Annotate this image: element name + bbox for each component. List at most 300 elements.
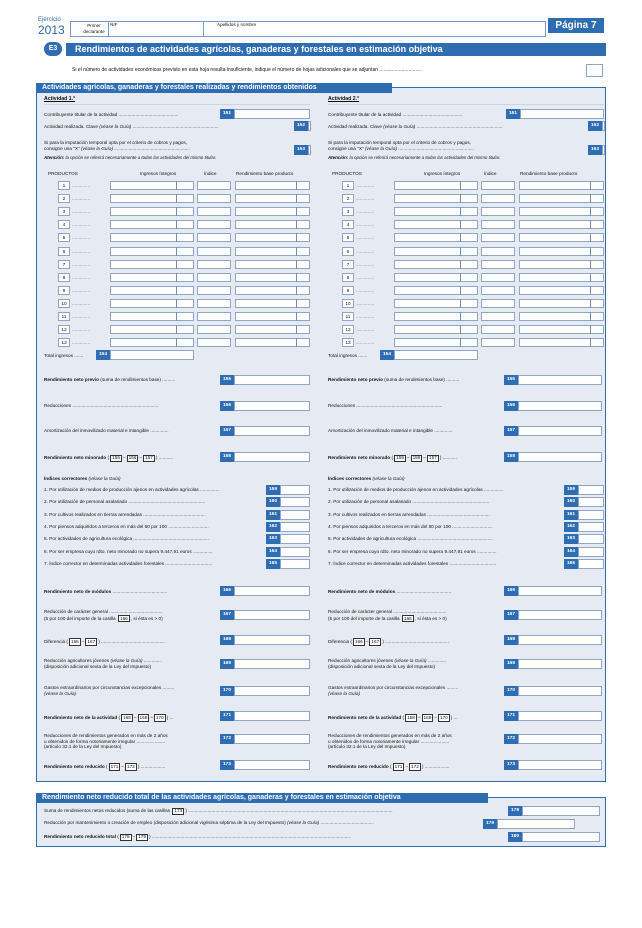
ingresos-separator xyxy=(460,273,461,282)
ingresos-field[interactable] xyxy=(110,273,194,282)
ingresos-field[interactable] xyxy=(394,260,478,269)
ingresos-field[interactable] xyxy=(394,299,478,308)
box-154: 154 xyxy=(96,350,110,360)
ingresos-separator xyxy=(176,181,177,190)
contribuyente-label: Contribuyente titular de la actividad .............................................. xyxy=(328,112,463,117)
indice-field[interactable] xyxy=(197,247,231,256)
indice-corrector-label: 3. Por cultivos realizados en tierras arrendadas ................................................ xyxy=(328,511,490,517)
product-name-dots: .............. xyxy=(72,248,91,254)
indice-field[interactable] xyxy=(481,273,515,282)
rn-previo-label: Rendimiento neto previo (suma de rendimientos base) .......... xyxy=(44,377,176,382)
box-178: 178 xyxy=(508,806,522,816)
indice-corrector-field[interactable] xyxy=(280,497,310,507)
indice-field[interactable] xyxy=(197,273,231,282)
rend-base-field[interactable] xyxy=(519,247,604,256)
ingresos-field[interactable] xyxy=(394,247,478,256)
indice-corrector-field[interactable] xyxy=(578,522,604,532)
indice-field[interactable] xyxy=(481,181,515,190)
apellidos-label: Apellidos y nombre xyxy=(217,22,257,27)
rend-base-field[interactable] xyxy=(519,338,604,347)
red-jovenes-label: Reducción agricultores jóvenes (véase la Guía) .............. (disposición adicional sexta de la Ley del Impuesto) xyxy=(44,658,163,669)
product-row-number: 9 xyxy=(58,286,70,295)
imputacion-label-2: consigne una "X" (véase la Guía) .......................................................... xyxy=(44,146,190,151)
rn-modulos-field[interactable] xyxy=(234,586,310,596)
ingresos-separator xyxy=(460,299,461,308)
indice-field[interactable] xyxy=(481,338,515,347)
product-name-dots: .............. xyxy=(356,235,375,241)
box-169: 169 xyxy=(504,659,518,669)
activity-column-1 xyxy=(44,0,310,780)
rend-separator xyxy=(296,220,297,229)
indice-corrector-label: 4. Por piensos adquiridos a terceros en más del 50 por 100 ............................... xyxy=(44,523,209,529)
product-row-number: 11 xyxy=(342,312,354,321)
indice-corrector-field[interactable] xyxy=(578,510,604,520)
imputacion-label-2: consigne una "X" (véase la Guía) .......................................................... xyxy=(328,146,474,151)
rend-base-header: Rendimiento base producto xyxy=(236,171,294,176)
rend-separator xyxy=(590,260,591,269)
ingresos-field[interactable] xyxy=(110,312,194,321)
reducciones-field[interactable] xyxy=(518,401,602,411)
rend-base-field[interactable] xyxy=(235,338,310,347)
rn-actividad-label: Rendimiento neto de la actividad ( 168 – 169 – 170 ) ... xyxy=(328,715,458,720)
product-row-number: 2 xyxy=(342,194,354,203)
product-row-number: 9 xyxy=(342,286,354,295)
productos-header: PRODUCTOS xyxy=(332,171,362,176)
indice-field[interactable] xyxy=(481,247,515,256)
diferencia-label: Diferencia ( 166 – 167 ) ................................................. xyxy=(44,639,165,644)
product-name-dots: .............. xyxy=(72,183,91,188)
diferencia-field[interactable] xyxy=(518,635,602,645)
indice-field[interactable] xyxy=(197,299,231,308)
rn-minorado-label: Rendimiento neto minorado ( 155 – 156 – 157 ) ........... xyxy=(328,455,458,460)
rend-base-field[interactable] xyxy=(235,233,310,242)
section-code-badge: E3 xyxy=(44,42,62,56)
product-row-number: 8 xyxy=(342,273,354,282)
red-irregular-label: Reducciones de rendimientos generados en más de 2 años u obtenidos de forma notoriamente irregular ...................... (artículo 32.1 de la Ley del Impuesto) xyxy=(328,733,452,750)
indice-field[interactable] xyxy=(481,299,515,308)
rend-base-field[interactable] xyxy=(235,207,310,216)
rn-actividad-field[interactable] xyxy=(518,711,602,721)
product-row-number: 4 xyxy=(58,220,70,229)
indice-field[interactable] xyxy=(197,312,231,321)
ingresos-field[interactable] xyxy=(110,181,194,190)
total-ingresos-label: Total ingresos ....... xyxy=(328,353,368,358)
box-179: 179 xyxy=(483,819,497,829)
indice-field[interactable] xyxy=(481,325,515,334)
indice-field[interactable] xyxy=(197,286,231,295)
box-160: 160 xyxy=(564,497,578,507)
primer-declarante-label: Primer declarante xyxy=(83,23,105,34)
ingresos-field[interactable] xyxy=(110,260,194,269)
product-row-number: 12 xyxy=(58,325,70,334)
box-155: 155 xyxy=(220,375,234,385)
box-166: 166 xyxy=(504,586,518,596)
box-159: 159 xyxy=(266,485,280,495)
rend-base-field[interactable] xyxy=(235,286,310,295)
rend-separator xyxy=(590,220,591,229)
rn-previo-field[interactable] xyxy=(518,375,602,385)
rn-actividad-label: Rendimiento neto de la actividad ( 168 – 169 – 170 ) ... xyxy=(44,715,174,720)
rn-reducido-field[interactable] xyxy=(518,760,602,770)
rend-base-field[interactable] xyxy=(519,181,604,190)
indice-corrector-field[interactable] xyxy=(280,485,310,495)
box-164: 164 xyxy=(266,547,280,557)
imputacion-checkbox[interactable] xyxy=(308,145,311,155)
product-name-dots: .............. xyxy=(72,327,91,333)
product-row-number: 6 xyxy=(58,247,70,256)
ingresos-field[interactable] xyxy=(110,325,194,334)
ingresos-separator xyxy=(176,273,177,282)
box-163: 163 xyxy=(266,534,280,544)
indice-field[interactable] xyxy=(481,286,515,295)
box-180: 180 xyxy=(508,832,522,842)
product-row-number: 7 xyxy=(58,260,70,269)
box-167: 167 xyxy=(504,610,518,620)
indices-title: Índices correctores (véase la Guía) xyxy=(328,476,405,481)
indice-corrector-label: 7. Índice corrector en determinadas actividades forestales .................................... xyxy=(44,560,213,566)
box-166: 166 xyxy=(220,586,234,596)
ingresos-field[interactable] xyxy=(394,273,478,282)
ingresos-field[interactable] xyxy=(110,338,194,347)
indice-corrector-field[interactable] xyxy=(578,485,604,495)
box-159: 159 xyxy=(564,485,578,495)
rend-base-field[interactable] xyxy=(519,286,604,295)
rn-reducido-field[interactable] xyxy=(234,760,310,770)
product-row-number: 3 xyxy=(58,207,70,216)
ingresos-separator xyxy=(460,194,461,203)
total-reduccion-label: Reducción por mantenimiento o creación de empleo (disposición adicional vigésima séptima de la Ley del Impuesto) (véase la Guía) ......................................... xyxy=(44,820,374,825)
total-panel-header: Rendimiento neto reducido total de las actividades agrícolas, ganaderas y forestales en estimación objetiva xyxy=(36,793,488,803)
product-name-dots: .............. xyxy=(72,300,91,306)
product-row-number: 5 xyxy=(342,233,354,242)
box-171: 171 xyxy=(220,711,234,721)
rend-separator xyxy=(296,273,297,282)
ingresos-separator xyxy=(460,286,461,295)
indice-header: Índice xyxy=(484,171,497,176)
box-153: 153 xyxy=(588,145,602,155)
box-160: 160 xyxy=(266,497,280,507)
amortizacion-field[interactable] xyxy=(234,426,310,436)
ingresos-separator xyxy=(460,338,461,347)
rend-base-field[interactable] xyxy=(235,299,310,308)
contribuyente-field[interactable] xyxy=(520,109,604,119)
ingresos-field[interactable] xyxy=(110,207,194,216)
red-irregular-field[interactable] xyxy=(518,734,602,744)
indice-field[interactable] xyxy=(197,260,231,269)
ingresos-field[interactable] xyxy=(394,207,478,216)
rend-base-field[interactable] xyxy=(519,299,604,308)
indice-field[interactable] xyxy=(197,233,231,242)
rend-base-field[interactable] xyxy=(235,260,310,269)
ingresos-field[interactable] xyxy=(110,299,194,308)
reducciones-field[interactable] xyxy=(234,401,310,411)
ingresos-field[interactable] xyxy=(394,220,478,229)
product-name-dots: .............. xyxy=(72,314,91,319)
amortizacion-label: Amortización del inmovilizado material e intangible .............. xyxy=(44,428,169,433)
box-161: 161 xyxy=(564,510,578,520)
box-179-field[interactable] xyxy=(497,819,575,829)
box-169: 169 xyxy=(220,659,234,669)
product-row-number: 4 xyxy=(342,220,354,229)
indice-corrector-label: 1. Por utilización de medios de producción ajenos en actividades agrícolas ............... xyxy=(44,487,220,492)
actividad-clave-field[interactable] xyxy=(602,121,605,131)
indice-corrector-field[interactable] xyxy=(280,534,310,544)
activity-title-underline-field xyxy=(328,104,604,105)
rend-base-field[interactable] xyxy=(235,325,310,334)
total-final-label: Rendimiento neto reducido total ( 178 – 179 ) ......................................................................................................................................................... xyxy=(44,834,352,839)
ingresos-separator xyxy=(176,194,177,203)
ingresos-field[interactable] xyxy=(394,312,478,321)
product-name-dots: .............. xyxy=(356,300,375,306)
rend-base-field[interactable] xyxy=(519,207,604,216)
indice-corrector-field[interactable] xyxy=(280,522,310,532)
box-162: 162 xyxy=(564,522,578,532)
ingresos-field[interactable] xyxy=(110,220,194,229)
activities-panel-header: Actividades agrícolas, ganaderas y forestales realizadas y rendimientos obtenidos xyxy=(36,83,392,93)
product-name-dots: .............. xyxy=(72,196,91,202)
ingresos-separator xyxy=(460,325,461,334)
rend-base-field[interactable] xyxy=(235,181,310,190)
box-164: 164 xyxy=(564,547,578,557)
rend-base-field[interactable] xyxy=(519,220,604,229)
ingresos-field[interactable] xyxy=(110,286,194,295)
box-168: 168 xyxy=(504,635,518,645)
box-180-field[interactable] xyxy=(522,832,600,842)
indice-corrector-field[interactable] xyxy=(578,534,604,544)
ingresos-field[interactable] xyxy=(394,325,478,334)
product-row-number: 10 xyxy=(342,299,354,308)
indice-field[interactable] xyxy=(197,325,231,334)
red-jovenes-field[interactable] xyxy=(234,659,310,669)
ingresos-field[interactable] xyxy=(394,338,478,347)
box-161: 161 xyxy=(266,510,280,520)
indice-corrector-field[interactable] xyxy=(578,497,604,507)
box-163: 163 xyxy=(564,534,578,544)
ejercicio-year: 2013 xyxy=(38,23,65,37)
ingresos-separator xyxy=(460,233,461,242)
ingresos-field[interactable] xyxy=(394,194,478,203)
rend-separator xyxy=(296,299,297,308)
rn-modulos-label: Rendimiento neto de módulos .......................................... xyxy=(328,589,452,594)
rend-base-field[interactable] xyxy=(519,194,604,203)
rend-separator xyxy=(590,207,591,216)
box-178-field[interactable] xyxy=(522,806,600,816)
product-name-dots: .............. xyxy=(356,274,375,280)
rn-previo-field[interactable] xyxy=(234,375,310,385)
box-170: 170 xyxy=(220,686,234,696)
rend-base-field[interactable] xyxy=(235,273,310,282)
product-name-dots: .............. xyxy=(356,340,375,346)
indice-corrector-label: 3. Por cultivos realizados en tierras arrendadas ................................................ xyxy=(44,511,206,517)
ingresos-field[interactable] xyxy=(110,194,194,203)
rend-separator xyxy=(590,273,591,282)
rend-separator xyxy=(296,286,297,295)
indice-field[interactable] xyxy=(197,220,231,229)
rend-base-field[interactable] xyxy=(235,220,310,229)
rend-separator xyxy=(296,194,297,203)
rend-separator xyxy=(590,247,591,256)
rend-separator xyxy=(296,325,297,334)
product-name-dots: .............. xyxy=(356,314,375,319)
box-173: 173 xyxy=(220,760,234,770)
rend-base-field[interactable] xyxy=(519,233,604,242)
indice-field[interactable] xyxy=(197,181,231,190)
product-name-dots: .............. xyxy=(72,222,91,228)
product-row-number: 5 xyxy=(58,233,70,242)
indice-corrector-field[interactable] xyxy=(280,547,310,557)
ingresos-separator xyxy=(176,286,177,295)
total-ingresos-field[interactable] xyxy=(110,350,194,360)
product-row-number: 1 xyxy=(58,181,70,190)
product-row-number: 10 xyxy=(58,299,70,308)
indice-field[interactable] xyxy=(481,260,515,269)
rend-base-field[interactable] xyxy=(519,273,604,282)
ingresos-separator xyxy=(176,260,177,269)
activity-title-underline-field xyxy=(44,104,310,105)
diferencia-field[interactable] xyxy=(234,635,310,645)
indices-title: Índices correctores (véase la Guía) xyxy=(44,476,121,481)
activity-column-2 xyxy=(328,0,604,780)
indice-field[interactable] xyxy=(197,207,231,216)
indice-corrector-label: 2. Por utilización de personal asalariado ........................................................... xyxy=(328,499,490,505)
box-168: 168 xyxy=(220,635,234,645)
box-170: 170 xyxy=(504,686,518,696)
diferencia-label: Diferencia ( 166 – 167 ) ................................................. xyxy=(328,639,449,644)
product-name-dots: .............. xyxy=(72,274,91,280)
ingresos-separator xyxy=(176,207,177,216)
rend-base-field[interactable] xyxy=(235,312,310,321)
gastos-extra-field[interactable] xyxy=(518,686,602,696)
red-general-label: Reducción de carácter general ......................................... (5 por 100 del importe de la casilla 166 , si ésta es > 0) xyxy=(328,609,447,621)
rend-base-field[interactable] xyxy=(519,260,604,269)
indice-corrector-label: 1. Por utilización de medios de producción ajenos en actividades agrícolas ............... xyxy=(328,487,504,492)
rend-base-field[interactable] xyxy=(519,325,604,334)
indice-corrector-field[interactable] xyxy=(280,559,310,569)
rend-separator xyxy=(590,233,591,242)
red-general-field[interactable] xyxy=(518,610,602,620)
total-ingresos-field[interactable] xyxy=(394,350,478,360)
box-171: 171 xyxy=(504,711,518,721)
indice-corrector-label: 4. Por piensos adquiridos a terceros en más del 50 por 100 ............................... xyxy=(328,523,493,529)
red-jovenes-field[interactable] xyxy=(518,659,602,669)
product-row-number: 13 xyxy=(58,338,70,347)
product-name-dots: .............. xyxy=(356,287,375,293)
product-name-dots: .............. xyxy=(72,287,91,293)
imputacion-label-1: Si para la imputación temporal opta por el criterio de cobros y pagos, xyxy=(328,140,472,145)
product-name-dots: .............. xyxy=(356,222,375,228)
rend-separator xyxy=(296,247,297,256)
box-158: 158 xyxy=(220,452,234,462)
box-162: 162 xyxy=(266,522,280,532)
nif-label: NIF xyxy=(110,22,118,27)
red-irregular-field[interactable] xyxy=(234,734,310,744)
ingresos-separator xyxy=(176,233,177,242)
contribuyente-label: Contribuyente titular de la actividad .............................................. xyxy=(44,112,179,117)
atencion-note: Atención: la opción se referirá necesariamente a todas las actividades del mismo titular. xyxy=(44,155,217,160)
actividad-realizada-label: Actividad realizada. Clave (véase la Guía) .................................................................. xyxy=(44,124,219,129)
indice-field[interactable] xyxy=(481,194,515,203)
red-general-field[interactable] xyxy=(234,610,310,620)
rend-base-header: Rendimiento base producto xyxy=(520,171,578,176)
actividad-clave-field[interactable] xyxy=(308,121,311,131)
rend-base-field[interactable] xyxy=(519,312,604,321)
ingresos-separator xyxy=(176,220,177,229)
indice-field[interactable] xyxy=(197,194,231,203)
indice-field[interactable] xyxy=(481,312,515,321)
indice-corrector-field[interactable] xyxy=(578,547,604,557)
product-row-number: 2 xyxy=(58,194,70,203)
box-152: 152 xyxy=(294,121,308,131)
ejercicio-label: Ejercicio xyxy=(38,17,61,23)
rn-modulos-label: Rendimiento neto de módulos .......................................... xyxy=(44,589,168,594)
ingresos-field[interactable] xyxy=(110,233,194,242)
product-name-dots: .............. xyxy=(72,209,91,215)
rend-base-field[interactable] xyxy=(235,194,310,203)
section-title-bar: Rendimientos de actividades agrícolas, ganaderas y forestales en estimación objetiva xyxy=(66,43,606,56)
rn-actividad-field[interactable] xyxy=(234,711,310,721)
rend-separator xyxy=(590,325,591,334)
rn-modulos-field[interactable] xyxy=(518,586,602,596)
ingresos-separator xyxy=(460,312,461,321)
rn-minorado-field[interactable] xyxy=(518,452,602,462)
product-name-dots: .............. xyxy=(72,261,91,267)
ingresos-field[interactable] xyxy=(394,181,478,190)
rend-separator xyxy=(296,338,297,347)
rn-minorado-field[interactable] xyxy=(234,452,310,462)
ingresos-field[interactable] xyxy=(394,286,478,295)
box-157: 157 xyxy=(504,426,518,436)
insufficient-note: Si el número de actividades económicas previsto en esta hoja resulta insuficiente, indique el número de hojas adicionales que se adjuntan .............................. xyxy=(72,67,422,73)
rend-separator xyxy=(590,286,591,295)
gastos-extra-label: Gastos extraordinarios por circunstancias excepcionales ......... (véase la Guía) xyxy=(44,685,175,696)
indice-field[interactable] xyxy=(481,220,515,229)
amortizacion-field[interactable] xyxy=(518,426,602,436)
product-row-number: 13 xyxy=(342,338,354,347)
ingresos-field[interactable] xyxy=(110,247,194,256)
indice-header: Índice xyxy=(204,171,217,176)
ingresos-separator xyxy=(176,247,177,256)
indice-field[interactable] xyxy=(197,338,231,347)
box-172: 172 xyxy=(504,734,518,744)
ingresos-separator xyxy=(176,299,177,308)
box-154: 154 xyxy=(380,350,394,360)
actividad-realizada-label: Actividad realizada. Clave (véase la Guía) .................................................................. xyxy=(328,124,503,129)
rend-base-field[interactable] xyxy=(235,247,310,256)
ingresos-field[interactable] xyxy=(394,233,478,242)
indice-field[interactable] xyxy=(481,207,515,216)
reducciones-label: Reducciones .................................................................. xyxy=(328,403,443,408)
imputacion-checkbox[interactable] xyxy=(602,145,605,155)
indice-field[interactable] xyxy=(481,233,515,242)
box-165: 165 xyxy=(266,559,280,569)
red-jovenes-label: Reducción agricultores jóvenes (véase la Guía) .............. (disposición adicional sexta de la Ley del Impuesto) xyxy=(328,658,447,669)
reducciones-label: Reducciones .................................................................. xyxy=(44,403,159,408)
page-number-badge: Página 7 xyxy=(548,18,604,33)
indice-corrector-field[interactable] xyxy=(280,510,310,520)
total-suma-label: Suma de rendimientos netos reducidos (suma de las casillas 173 ) ............................................................................................................................................................. xyxy=(44,808,393,813)
ingresos-separator xyxy=(176,325,177,334)
product-row-number: 6 xyxy=(342,247,354,256)
productos-header: PRODUCTOS xyxy=(48,171,78,176)
box-165: 165 xyxy=(564,559,578,569)
contribuyente-field[interactable] xyxy=(234,109,310,119)
rn-previo-label: Rendimiento neto previo (suma de rendimientos base) .......... xyxy=(328,377,460,382)
indice-corrector-label: 2. Por utilización de personal asalariado ........................................................... xyxy=(44,499,206,505)
indice-corrector-label: 5. Por actividades de agricultura ecológica .......................................................... xyxy=(44,536,209,542)
indice-corrector-field[interactable] xyxy=(578,559,604,569)
ingresos-separator xyxy=(460,220,461,229)
gastos-extra-field[interactable] xyxy=(234,686,310,696)
